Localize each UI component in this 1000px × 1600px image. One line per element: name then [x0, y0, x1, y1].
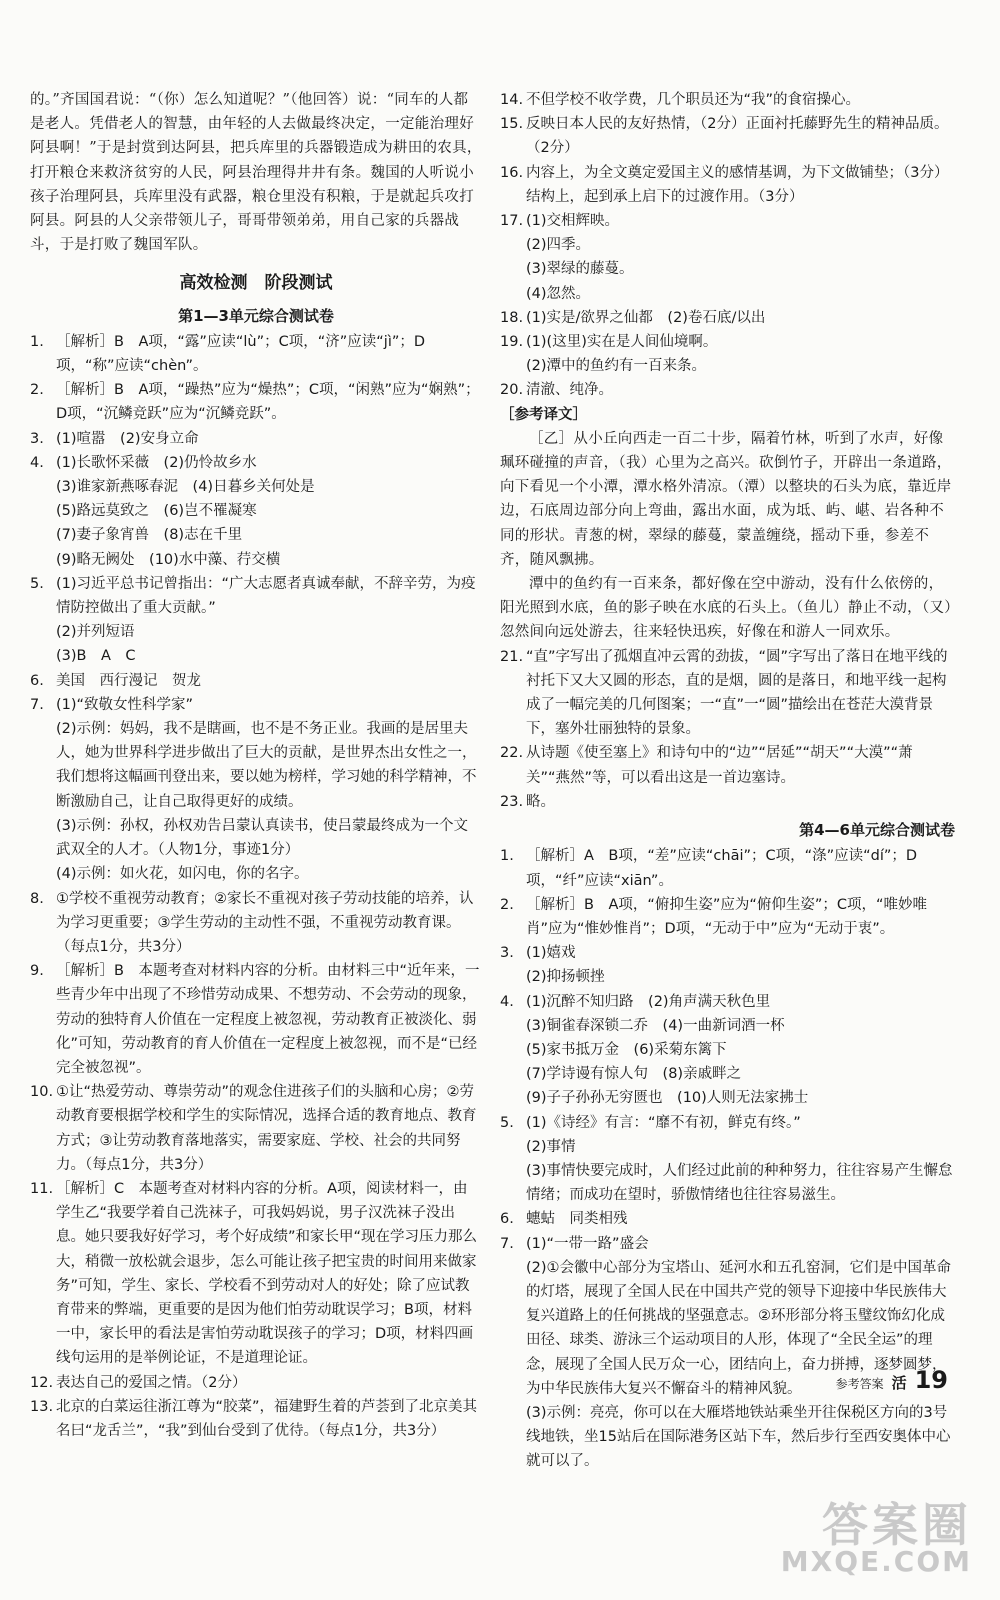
answer-number: 16. [500, 164, 524, 181]
test-title-4-6: 第4—6单元综合测试卷 [799, 821, 955, 840]
answer-text: ①让“热爱劳动、尊崇劳动”的观念住进孩子们的头脑和心房；②劳动教育要根据学校和学生的实际情况，选择合适的教育地点、教育方式；③让劳动教育落地落实，需要家庭、学校、社会的共同努力。（每点1分，共3分） [56, 1084, 477, 1173]
answer-text: (1)嬉戏 [526, 945, 576, 962]
answer-number [30, 644, 56, 668]
answer-text: (4)示例：如火花，如闪电，你的名字。 [56, 866, 309, 883]
answer-number [500, 1135, 526, 1159]
watermark-text: 答案圈 [822, 1497, 972, 1552]
answer-item [500, 378, 955, 402]
answer-text: (1)交相辉映。 [526, 213, 620, 230]
answer-number: 9. [30, 963, 44, 980]
answer-text: 不但学校不收学费，几个职员还为“我”的食宿操心。 [526, 92, 861, 108]
answer-number: 2. [500, 896, 514, 913]
answer-text: ［解析］A B项，“差”应读“chāi”；C项，“涤”应读“dí”；D项，“纤”应读“xiān”。 [526, 848, 918, 889]
answer-number: 6. [30, 672, 44, 689]
answer-text: 表达自己的爱国之情。（2分） [56, 1374, 247, 1391]
translation-intro: 的。”齐国国君说：“（你）怎么知道呢？”（他回答）说：“同车的人都是老人。凭借老人的智慧，由年轻的人去做最终决定，一定能治理好阿县啊！”于是封赏到达阿县，把兵库里的兵器锻造成为耕田的农具，打开粮仓来救济贫穷的人民，阿县治理得井井有条。魏国的人听说小孩子治理阿县，兵库里没有武器，粮仓里没有积粮，于是就起兵攻打阿县。阿县的人父亲带领儿子，哥哥带领弟弟，用自己家的兵器战斗，于是打败了魏国军队。 [30, 92, 482, 254]
answer-text: (3)事情快要完成时，人们经过此前的种种努力，往往容易产生懈怠情绪；而成功在望时，骄傲情绪也往往容易滋生。 [526, 1162, 953, 1204]
answer-number [500, 1014, 526, 1038]
answer-item [500, 354, 955, 378]
answer-text: (1)沉醉不知归路 (2)角声满天秋色里 [526, 993, 771, 1010]
answer-number [500, 257, 526, 281]
answer-number [30, 523, 56, 547]
answer-item [30, 669, 482, 693]
answer-text: (1)喧嚣 (2)安身立命 [56, 430, 199, 447]
answer-text: ［解析］C 本题考查对材料内容的分析。A项，阅读材料一，由学生乙“我要学着自己洗袜子，可我妈妈说，男子汉洗袜子没出息。她只要我好好学习，考个好成绩”和家长甲“现在学习压力那么大，稍微一放松就会退步，怎么可能让孩子把宝贵的时间用来做家务”可知，学生、家长、学校看不到劳动对人的好处；除了应试教育带来的弊端，更重要的是因为他们怕劳动耽误学习；B项，材料一中，家长甲的看法是害怕劳动耽误孩子的学习；D项，材料四画线句运用的是举例论证，不是道理论证。 [56, 1180, 478, 1367]
answer-item [30, 1395, 482, 1443]
answer-number [30, 475, 56, 499]
answer-number: 7. [30, 696, 44, 713]
answer-text: ［解析］B A项，“躁热”应为“燥热”；C项，“闲熟”应为“娴熟”；D项，“沉鳞竞跃”应为“沉鳞竞跃”。 [56, 382, 480, 423]
answer-number [500, 1256, 526, 1401]
answer-item [500, 1232, 955, 1256]
answer-item [500, 844, 955, 892]
answer-text: (3)示例：孙权，孙权劝告吕蒙认真读书，使吕蒙最终成为一个文武双全的人才。（人物1分，事迹1分） [56, 817, 469, 859]
answer-item [500, 330, 955, 354]
answer-number [500, 282, 526, 306]
answer-list-14-20 [500, 88, 955, 403]
answer-item [30, 572, 482, 620]
answer-item [500, 1207, 955, 1231]
answer-text: (3)谁家新燕啄春泥 (4)日暮乡关何处是 [56, 479, 315, 496]
answer-item [30, 427, 482, 451]
reference-translation-p1: ［乙］从小丘向西走一百二十步，隔着竹林，听到了水声，好像珮环碰撞的声音，（我）心里为之高兴。砍倒竹子，开辟出一条道路，向下看见一个小潭，潭水格外清凉。（潭）以整块的石头为底，靠近岸边，石底周边部分向上弯曲，露出水面，成为坻、屿、嵁、岩各种不同的形状。青葱的树，翠绿的藤蔓，蒙盖缠绕，摇动下垂，参差不齐，随风飘拂。 [500, 430, 952, 568]
answer-item [30, 693, 482, 717]
answer-number: 18. [500, 309, 524, 326]
answer-number [500, 1401, 526, 1474]
answer-number: 5. [30, 575, 44, 592]
section-title: 高效检测 阶段测试 [179, 273, 333, 294]
answer-number [30, 717, 56, 814]
left-column [30, 88, 482, 1443]
answer-text: (4)忽然。 [526, 285, 591, 302]
answer-text: 清澈、纯净。 [526, 382, 613, 399]
answer-item [500, 1014, 955, 1038]
answer-item [30, 814, 482, 862]
reference-translation-p2: 潭中的鱼约有一百来条，都好像在空中游动，没有什么依傍的，阳光照到水底，鱼的影子映在水底的石头上。（鱼儿）静止不动，（又）忽然间向远处游去，往来轻快迅疾，好像在和游人一同欢乐。 [500, 576, 952, 641]
answer-item [30, 862, 482, 886]
answer-number [30, 862, 56, 886]
answer-item [30, 330, 482, 378]
answer-text: (2)抑扬顿挫 [526, 969, 605, 986]
answer-item [30, 959, 482, 1080]
answer-item [30, 451, 482, 475]
answer-number: 11. [30, 1180, 54, 1197]
answer-number: 15. [500, 116, 524, 133]
answer-number [500, 965, 526, 989]
answer-number [500, 233, 526, 257]
answer-number [500, 1038, 526, 1062]
answer-text: 北京的白菜运往浙江尊为“胶菜”，福建野生着的芦荟到了北京美其名曰“龙舌兰”，“我”到仙台受到了优待。（每点1分，共3分） [56, 1398, 478, 1439]
page-footer [836, 1368, 948, 1396]
answer-text: ［解析］B 本题考查对材料内容的分析。由材料三中“近年来，一些青少年中出现了不珍惜劳动成果、不想劳动、不会劳动的现象，劳动的独特育人价值在一定程度上被忽视，劳动教育正被淡化、弱化”可知，劳动教育的育人价值在一定程度上被忽视，而不是“已经完全被忽视”。 [56, 963, 480, 1076]
answer-text: (3)示例：亮亮，你可以在大雁塔地铁站乘坐开往保税区方向的3号线地铁，坐15站后在国际港务区站下车，然后步行至西安奥体中心就可以了。 [526, 1404, 951, 1470]
answer-text: (2)四季。 [526, 237, 591, 254]
answer-item [500, 306, 955, 330]
answer-item [500, 1086, 955, 1110]
answer-text: (2)示例：妈妈，我不是瞎画，也不是不务正业。我画的是居里夫人，她为世界科学进步做出了巨大的贡献，是世界杰出女性之一，我们想将这幅画刊登出来，要以她为榜样，学习她的科学精神，不断激励自己，让自己取得更好的成绩。 [56, 721, 477, 810]
answer-number: 1. [30, 333, 44, 350]
answer-item [500, 1062, 955, 1086]
answer-number: 4. [500, 993, 514, 1010]
answer-item [500, 257, 955, 281]
answer-item [500, 161, 955, 209]
answer-number: 10. [30, 1084, 54, 1101]
footer-series-mark: 活 [891, 1374, 907, 1392]
answer-number: 2. [30, 382, 44, 399]
answer-text: 美国 西行漫记 贺龙 [56, 672, 201, 689]
answer-item [30, 887, 482, 960]
answer-item [500, 1401, 955, 1474]
answer-number: 6. [500, 1211, 514, 1228]
answer-item [500, 645, 955, 742]
answer-number: 20. [500, 382, 524, 399]
answer-item [30, 475, 482, 499]
answer-number: 12. [30, 1374, 54, 1391]
answer-text: (3)翠绿的藤蔓。 [526, 261, 634, 278]
answer-text: (1)习近平总书记曾指出：“广大志愿者真诚奉献，不辞辛劳，为疫情防控做出了重大贡献。” [56, 575, 476, 617]
answer-item [500, 790, 955, 814]
answer-item [30, 548, 482, 572]
watermark-url: MXQE.COM [780, 1544, 972, 1578]
answer-text: (7)妻子象宵兽 (8)志在千里 [56, 527, 243, 544]
answer-number: 19. [500, 334, 524, 351]
answer-number: 3. [30, 430, 44, 447]
answer-item [30, 378, 482, 426]
answer-text: (1)“致敬女性科学家” [56, 696, 194, 713]
answer-number [30, 499, 56, 523]
answer-list-21-23 [500, 645, 955, 814]
answer-number: 13. [30, 1398, 54, 1415]
answer-number [500, 1159, 526, 1207]
answer-item [30, 717, 482, 814]
answer-text: ①学校不重视劳动教育；②家长不重视对孩子劳动技能的培养，认为学习更重要；③学生劳动的主动性不强，不重视劳动教育课。（每点1分，共3分） [56, 890, 474, 955]
answer-text: (2)①会徽中心部分为宝塔山、延河水和五孔窑洞，它们是中国革命的灯塔，展现了全国人民在中国共产党的领导下迎接中华民族伟大复兴道路上的任何挑战的坚强意志。②环形部分将玉璧纹饰幻化成田径、球类、游泳三个运动项目的人形，体现了“全民全运”的理念，展现了全国人民万众一心，团结向上，奋力拼搏，逐梦圆梦，为中华民族伟大复兴不懈奋斗的精神风貌。 [526, 1259, 952, 1397]
answer-text: (2)潭中的鱼约有一百来条。 [526, 358, 707, 375]
answer-item [500, 1038, 955, 1062]
answer-item [500, 88, 955, 112]
reference-translation-tag: ［参考译文］ [500, 406, 587, 423]
answer-number: 21. [500, 648, 524, 665]
answer-item [500, 1159, 955, 1207]
answer-number [500, 354, 526, 378]
answer-text: ［解析］B A项，“露”应读“lù”；C项，“济”应读“jì”；D项，“称”应读“chèn”。 [56, 333, 426, 375]
footer-label: 参考答案 [835, 1377, 884, 1391]
answer-list-1-3 [30, 330, 482, 1443]
page-number: 19 [914, 1366, 948, 1394]
answer-number [500, 1086, 526, 1110]
answer-item [30, 1371, 482, 1395]
answer-item [30, 499, 482, 523]
answer-number: 3. [500, 945, 514, 962]
answer-text: 反映日本人民的友好热情，（2分）正面衬托藤野先生的精神品质。（2分） [526, 116, 949, 157]
answer-text: (7)学诗谩有惊人句 (8)亲戚畔之 [526, 1066, 742, 1083]
answer-number: 1. [500, 848, 514, 865]
answer-item [500, 282, 955, 306]
answer-number: 4. [30, 454, 44, 471]
answer-text: 略。 [526, 793, 555, 810]
answer-item [500, 893, 955, 941]
answer-text: 蟪蛄 同类相残 [526, 1211, 628, 1228]
answer-text: ［解析］B A项，“俯抑生姿”应为“俯仰生姿”；C项，“唯妙唯肖”应为“惟妙惟肖”；D项，“无动于中”应为“无动于衷”。 [526, 896, 928, 937]
answer-text: (9)子子孙孙无穷匮也 (10)人则无法家拂士 [526, 1090, 809, 1107]
answer-item [500, 209, 955, 233]
answer-number: 8. [30, 890, 44, 907]
answer-item [500, 990, 955, 1014]
answer-number: 23. [500, 793, 524, 810]
answer-text: (3)铜雀春深锁二乔 (4)一曲新词酒一杯 [526, 1017, 785, 1034]
right-column [500, 88, 955, 1474]
answer-number: 7. [500, 1235, 514, 1252]
answer-text: (1)(这里)实在是人间仙境啊。 [526, 334, 718, 351]
answer-text: 从诗题《使至塞上》和诗句中的“边”“居延”“胡天”“大漠”“萧关”“燕然”等，可以看出这是一首边塞诗。 [526, 745, 913, 786]
answer-text: (2)事情 [526, 1138, 576, 1155]
answer-item [30, 644, 482, 668]
answer-item [500, 965, 955, 989]
answer-item [500, 941, 955, 965]
answer-text: (2)并列短语 [56, 624, 135, 641]
answer-text: “直”字写出了孤烟直冲云霄的劲拔，“圆”字写出了落日在地平线的衬托下又大又圆的形态，直的是烟，圆的是落日，和地平线一起构成了一幅完美的几何图案；一“直”一“圆”描绘出在苍茫大漠背景下，塞外壮丽独特的景象。 [526, 648, 948, 738]
answer-text: (1)实是/欲界之仙都 (2)卷石底/以出 [526, 309, 766, 326]
answer-number [30, 620, 56, 644]
answer-item [500, 1111, 955, 1135]
answer-text: (5)家书抵万金 (6)采菊东篱下 [526, 1041, 727, 1058]
answer-number [30, 548, 56, 572]
answer-text: (1)《诗经》有言：“靡不有初，鲜克有终。” [526, 1114, 801, 1131]
answer-number [30, 814, 56, 862]
answer-text: (1)长歌怀采薇 (2)仍怜故乡水 [56, 454, 257, 471]
answer-number [500, 1062, 526, 1086]
watermark-logo [780, 1497, 972, 1578]
answer-item [500, 233, 955, 257]
answer-item [30, 523, 482, 547]
answer-number: 22. [500, 745, 524, 762]
answer-item [30, 1177, 482, 1371]
answer-item [30, 620, 482, 644]
answer-item [30, 1080, 482, 1177]
answer-number: 14. [500, 92, 524, 108]
answer-text: (5)路远莫致之 (6)岂不罹凝寒 [56, 503, 257, 520]
answer-number: 17. [500, 213, 524, 230]
answer-number: 5. [500, 1114, 514, 1131]
answer-item [500, 112, 955, 160]
answer-text: (9)略无阙处 (10)水中藻、荇交横 [56, 551, 281, 568]
answer-item [500, 741, 955, 789]
answer-text: (1)“一带一路”盛会 [526, 1235, 649, 1252]
answer-text: 内容上，为全文奠定爱国主义的感情基调，为下文做铺垫；（3分）结构上，起到承上启下的过渡作用。（3分） [526, 164, 949, 205]
answer-item [500, 1135, 955, 1159]
test-title-1-3: 第1—3单元综合测试卷 [178, 306, 334, 325]
answer-text: (3)B A C [56, 648, 136, 665]
